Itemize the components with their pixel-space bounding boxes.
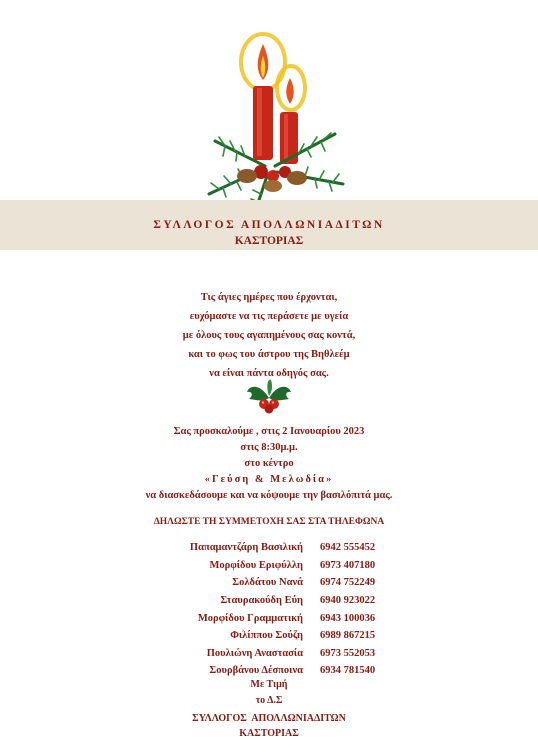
contact-name: Φιλίππου Σούζη xyxy=(230,630,303,642)
contact-phone: 6940 923022 xyxy=(320,595,376,607)
contact-phone: 6973 552053 xyxy=(320,647,376,659)
contact-row xyxy=(0,592,538,610)
poem-line: να είναι πάντα οδηγός σας. xyxy=(209,368,329,379)
invitation-purpose: να διασκεδάσουμε και να κόψουμε την βασιλόπιτά μας. xyxy=(145,490,393,501)
footer-association-city: ΚΑΣΤΟΡΙΑΣ xyxy=(239,728,299,739)
footer-signature xyxy=(0,711,538,741)
contact-list xyxy=(0,539,538,680)
greeting-poem xyxy=(0,288,538,383)
footer-association-name: ΣΥΛΛΟΓΟΣ ΑΠΟΛΛΩΝΙΑΔΙΤΩΝ xyxy=(192,713,346,724)
contact-name: Σουρβάνου Δέσποινα xyxy=(209,665,303,677)
contact-name: Σταυρακούδη Εύη xyxy=(220,595,303,607)
poem-line: ευχόμαστε να τις περάσετε με υγεία xyxy=(189,311,349,322)
contact-phone: 6942 555452 xyxy=(320,542,376,554)
association-city: ΚΑΣΤΟΡΙΑΣ xyxy=(234,235,304,247)
contact-name: Παπαμαντζάρη Βασιλική xyxy=(189,542,303,554)
association-name: ΣΥΛΛΟΓΟΣ ΑΠΟΛΛΩΝΙΑΔΙΤΩΝ xyxy=(153,219,385,231)
poem-line: με όλους τους αγαπημένους σας κοντά, xyxy=(182,330,356,341)
contact-phone: 6934 781540 xyxy=(320,665,376,677)
contact-name: Πουλιώνη Αναστασία xyxy=(206,647,303,659)
contact-name: Μορφίδου Γραμματική xyxy=(197,612,303,624)
christmas-candles-illustration xyxy=(195,26,345,220)
contact-name: Σολδάτου Νανά xyxy=(232,577,303,589)
signoff-board: το Δ.Σ xyxy=(255,695,283,706)
invitation-date: Σας προσκαλούμε , στις 2 Ιανουαρίου 2023 xyxy=(173,426,365,437)
invitation-place-intro: στο κέντρο xyxy=(244,458,294,469)
contact-row xyxy=(0,574,538,592)
invitation-text xyxy=(0,424,538,504)
contact-phone: 6974 752249 xyxy=(320,577,376,589)
signoff-regards: Με Τιμή xyxy=(250,679,288,690)
venue-name: «Γεύση & Μελωδία» xyxy=(204,474,334,485)
poem-line: και το φως του άστρου της Βηθλεέμ xyxy=(188,349,350,360)
contact-row xyxy=(0,627,538,645)
contact-row xyxy=(0,539,538,557)
rsvp-heading: ΔΗΛΩΣΤΕ ΤΗ ΣΥΜΜΕΤΟΧΗ ΣΑΣ ΣΤΑ ΤΗΛΕΦΩΝΑ xyxy=(153,517,385,527)
contact-phone: 6973 407180 xyxy=(320,559,376,571)
invitation-time: στις 8:30μ.μ. xyxy=(240,442,298,453)
contact-phone: 6943 100036 xyxy=(320,612,376,624)
contact-row xyxy=(0,609,538,627)
contact-row xyxy=(0,645,538,663)
contact-phone: 6989 867215 xyxy=(320,630,376,642)
holly-icon xyxy=(245,378,293,414)
poem-line: Τις άγιες ημέρες που έρχονται, xyxy=(200,292,338,303)
contact-row xyxy=(0,557,538,575)
signoff xyxy=(0,677,538,709)
contact-name: Μορφίδου Εριφύλλη xyxy=(209,559,303,571)
